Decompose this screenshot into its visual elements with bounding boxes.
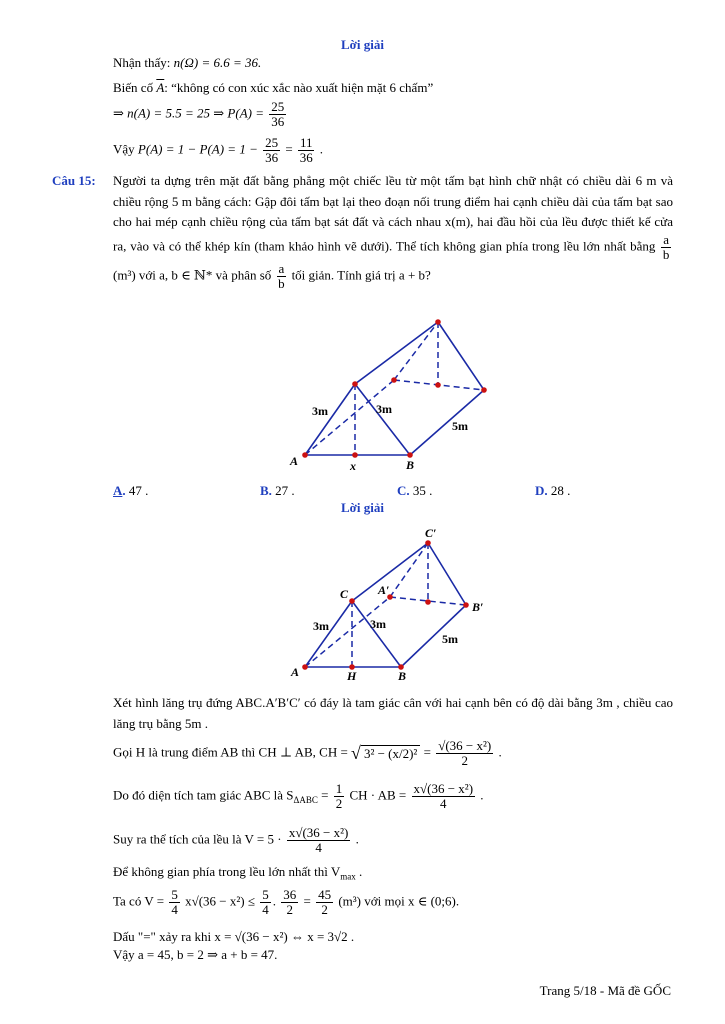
- question-text: Người ta dựng trên mặt đất bằng phẳng một chiếc lều từ một tấm bạt hình chữ nhật có chiều dài 6 m và chiều rộng 5 m bằng cách: Gập đôi tấm bạt lại theo đoạn nối trung điểm hai cạnh chiều dài của tấm bạt sao cho hai mép cạnh chiều rộng của tấm bạt sát đất và cách nhau x(m), hai đầu hồi của lều được thiết kế cửa ra, vào và có thể khép kín (tham khảo hình vẽ dưới). Thể tích không gian phía trong lều lớn nhất bằng $\frac{a}{b}$ (m³) với a, b ∈ ℕ* và phân số $\frac{a}{b}$ tối giản. Tính giá trị a + b?: [113, 173, 673, 291]
- edge: [410, 390, 484, 455]
- solution2-p8: Vậy a = 45, b = 2 ⇒ a + b = 47.: [113, 947, 278, 962]
- solution1-line4: Vậy P(A) = 1 − P(A) = 1 − $\frac{25}{36}$ = $\frac{11}{36}$ .: [113, 135, 323, 165]
- solution2-p6: Ta có V = $\frac{5}{4}$ x√(36 − x²) ≤ $\frac{5}{4}$ . $\frac{36}{2}$ = $\frac{45}{2}$ (m³) với mọi x ∈ (0;6).: [113, 887, 460, 917]
- option-a[interactable]: A. 47 .: [113, 483, 149, 498]
- label-A: A: [290, 454, 299, 468]
- point: [435, 382, 441, 388]
- label-5m: 5m: [452, 419, 468, 433]
- option-d[interactable]: D. 28 .: [535, 483, 571, 498]
- solution2-p3: Do đó diện tích tam giác ABC là $S_{\Delta ABC}$ = $\frac{1}{2}$ CH · AB = $\frac{\text{x√(36 − x²)}}{4}$ .: [113, 781, 484, 811]
- label-3m-left: 3m: [312, 404, 328, 418]
- edge: [355, 384, 410, 455]
- point: [391, 377, 397, 383]
- label-B: B: [406, 458, 415, 472]
- tent-figure-1: [280, 310, 500, 475]
- prism-figure-2: [285, 522, 495, 682]
- option-b[interactable]: B. 27 .: [260, 483, 295, 498]
- label-3m-right: 3m: [370, 617, 386, 631]
- hidden-edge: [394, 322, 438, 380]
- fraction: $\frac{25}{36}$: [271, 99, 285, 129]
- point: [352, 381, 358, 387]
- solution-heading-1: Lời giải: [341, 37, 384, 52]
- solution1-line3: ⇒ n(A) = 5.5 = 25 ⇒ P(A) = $\frac{25}{36}$: [113, 99, 285, 129]
- label-C-prime: C′: [425, 526, 437, 540]
- solution2-p4: Suy ra thể tích của lều là V = 5 · $\frac{\text{x√(36 − x²)}}{4}$ .: [113, 825, 359, 855]
- point: [481, 387, 487, 393]
- label-A: A: [291, 665, 300, 679]
- label-A-prime: A′: [378, 583, 390, 597]
- label-H: H: [347, 669, 357, 682]
- solution2-p2: Gọi H là trung điểm AB thì CH ⊥ AB, CH = √ 3² − (x/2)² = $\frac{\text{√(36 − x²)}}{2}$ .: [113, 738, 502, 768]
- edge: [438, 322, 484, 390]
- solution1-line2: Biến cố $\overline{A}$: “không có con xúc xắc nào xuất hiện mặt 6 chấm”: [113, 80, 434, 95]
- point: [302, 452, 308, 458]
- solution2-p5: Để không gian phía trong lều lớn nhất thì $V_{max}$ .: [113, 864, 363, 882]
- solution1-line1: Nhận thấy: n(Ω) = 6.6 = 36.: [113, 55, 262, 70]
- label-3m-left: 3m: [313, 619, 329, 633]
- label-C: C: [340, 587, 349, 601]
- point: [352, 452, 358, 458]
- edge: [355, 322, 438, 384]
- solution2-p7: Dấu "=" xảy ra khi x = √(36 − x²) ⇔ x = 3√2 .: [113, 929, 355, 944]
- option-c[interactable]: C. 35 .: [397, 483, 433, 498]
- page-footer: Trang 5/18 - Mã đề GỐC: [539, 983, 671, 998]
- solution2-p1: Xét hình lăng trụ đứng ABC.A′B′C′ có đáy là tam giác cân với hai cạnh bên có độ dài bằng 3m , chiều cao lăng trụ bằng 5m .: [113, 695, 673, 731]
- solution-heading-2: Lời giải: [341, 500, 384, 515]
- label-B-prime: B′: [472, 600, 484, 614]
- point: [435, 319, 441, 325]
- label-3m-right: 3m: [376, 402, 392, 416]
- label-B: B: [398, 669, 407, 682]
- label-5m: 5m: [442, 632, 458, 646]
- label-x: x: [350, 459, 356, 473]
- question-label: Câu 15:: [52, 173, 96, 188]
- point: [407, 452, 413, 458]
